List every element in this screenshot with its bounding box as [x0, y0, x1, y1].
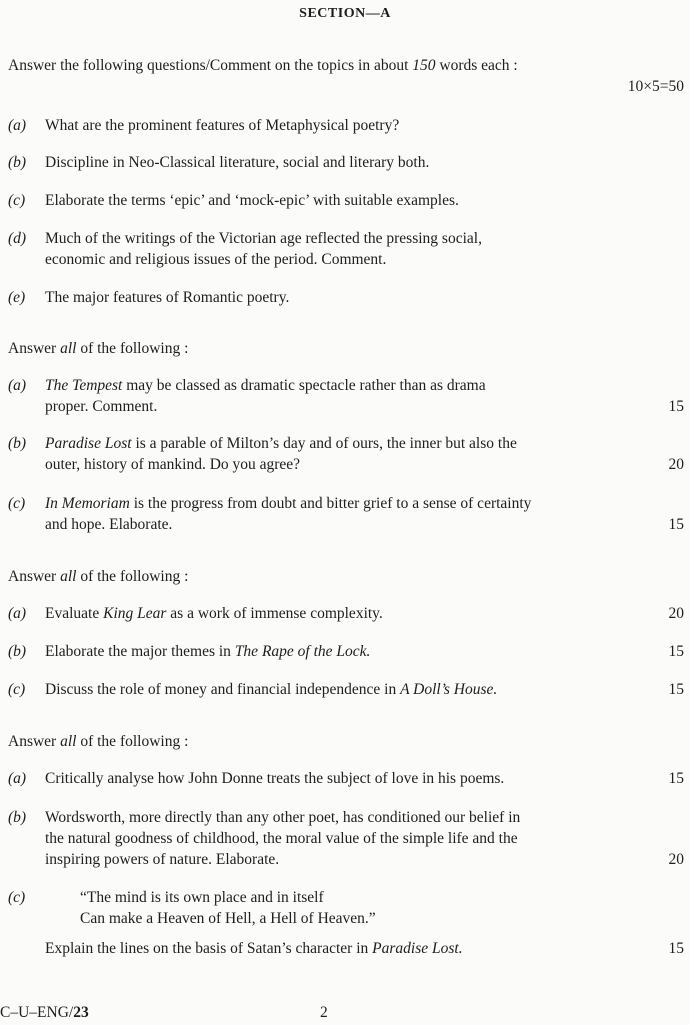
group2-instruction — [8, 338, 188, 359]
group3-instruction — [8, 566, 188, 587]
question-text-part: Discuss the role of money and financial independence in — [45, 681, 401, 698]
instruction-em: all — [60, 568, 77, 585]
instruction-text: words each : — [435, 57, 518, 74]
instruction-em: all — [60, 340, 77, 357]
question-text — [45, 641, 370, 662]
question-marks: 20 — [668, 456, 684, 473]
item-label: (b) — [8, 643, 27, 660]
work-title: The Tempest — [45, 377, 123, 394]
instruction-text: Answer — [8, 568, 61, 585]
question-text-cont: and hope. Elaborate. — [45, 516, 173, 533]
item-label: (e) — [8, 289, 26, 306]
work-title: Paradise Lost. — [372, 940, 463, 957]
section-heading-initial: S — [299, 6, 308, 21]
question-text — [45, 603, 383, 624]
question-text — [45, 679, 497, 700]
question-text — [45, 375, 653, 396]
item-label: (c) — [8, 681, 26, 698]
question-text-cont: outer, history of mankind. Do you agree? — [45, 456, 301, 473]
paper-code-text: C–U–ENG/ — [0, 1004, 74, 1021]
question-text: What are the prominent features of Metaphysical poetry? — [45, 117, 400, 134]
instruction-em: 150 — [412, 57, 436, 74]
quote-line: Can make a Heaven of Hell, a Hell of Heaven.” — [80, 910, 376, 927]
work-title: Paradise Lost — [45, 435, 132, 452]
question-marks: 15 — [668, 681, 684, 698]
question-text-part: as a work of immense complexity. — [166, 605, 383, 622]
question-text: The major features of Romantic poetry. — [45, 289, 290, 306]
page-number: 2 — [320, 1004, 328, 1021]
question-text-part: is a parable of Milton’s day and of ours, the inner but also the — [131, 435, 517, 452]
section-heading — [0, 6, 690, 22]
item-label: (c) — [8, 495, 26, 512]
group4-instruction — [8, 731, 188, 752]
item-label: (a) — [8, 377, 27, 394]
item-label: (c) — [8, 889, 26, 906]
question-text-part: may be classed as dramatic spectacle rather than as drama — [122, 377, 486, 394]
question-text-part: Evaluate — [45, 605, 104, 622]
paper-code-year: 23 — [73, 1004, 89, 1021]
question-text — [45, 938, 463, 959]
section-heading-suffix: —A — [365, 6, 391, 21]
item-label: (c) — [8, 192, 26, 209]
question-text-cont: inspiring powers of nature. Elaborate. — [45, 851, 280, 868]
item-label: (b) — [8, 809, 27, 826]
quote-line: “The mind is its own place and in itself — [80, 889, 324, 906]
paper-code — [0, 1002, 89, 1023]
question-text: Elaborate the terms ‘epic’ and ‘mock-epic’ with suitable examples. — [45, 192, 459, 209]
question-text: Discipline in Neo-Classical literature, social and literary both. — [45, 154, 430, 171]
instruction-text: of the following : — [76, 340, 189, 357]
item-label: (a) — [8, 770, 27, 787]
question-marks: 20 — [668, 851, 684, 868]
question-text: Wordsworth, more directly than any other poet, has conditioned our belief in — [45, 809, 521, 826]
question-marks: 15 — [668, 516, 684, 533]
item-label: (a) — [8, 605, 27, 622]
question-text: Critically analyse how John Donne treats the subject of love in his poems. — [45, 770, 505, 787]
question-marks: 15 — [668, 940, 684, 957]
question-text — [45, 433, 653, 454]
section-heading-smallcaps: ECTION — [307, 6, 366, 21]
item-label: (a) — [8, 117, 27, 134]
question-marks: 15 — [668, 398, 684, 415]
question-text-cont: the natural goodness of childhood, the moral value of the simple life and the — [45, 830, 518, 847]
instruction-text: Answer — [8, 733, 61, 750]
question-text-part: Explain the lines on the basis of Satan’s character in — [45, 940, 373, 957]
work-title: King Lear — [103, 605, 167, 622]
instruction-text: of the following : — [76, 733, 189, 750]
instruction-text: Answer — [8, 340, 61, 357]
question-marks: 15 — [668, 643, 684, 660]
item-label: (b) — [8, 435, 27, 452]
work-title: A Doll’s House. — [400, 681, 498, 698]
question-text-part: Elaborate the major themes in — [45, 643, 235, 660]
question-marks: 20 — [668, 605, 684, 622]
instruction-text: of the following : — [76, 568, 189, 585]
question-text-cont: proper. Comment. — [45, 398, 158, 415]
question-text-cont: economic and religious issues of the period. Comment. — [45, 251, 387, 268]
item-label: (b) — [8, 154, 27, 171]
group1-marks: 10×5=50 — [627, 78, 684, 95]
question-text-part: is the progress from doubt and bitter grief to a sense of certainty — [129, 495, 532, 512]
instruction-em: all — [60, 733, 77, 750]
instruction-text: Answer the following questions/Comment on the topics in about — [8, 57, 413, 74]
question-text — [45, 493, 653, 514]
work-title: In Memoriam — [45, 495, 130, 512]
item-label: (d) — [8, 230, 27, 247]
group1-instruction — [8, 55, 518, 76]
work-title: The Rape of the Lock. — [234, 643, 371, 660]
question-text: Much of the writings of the Victorian age reflected the pressing social, — [45, 230, 482, 247]
question-marks: 15 — [668, 770, 684, 787]
